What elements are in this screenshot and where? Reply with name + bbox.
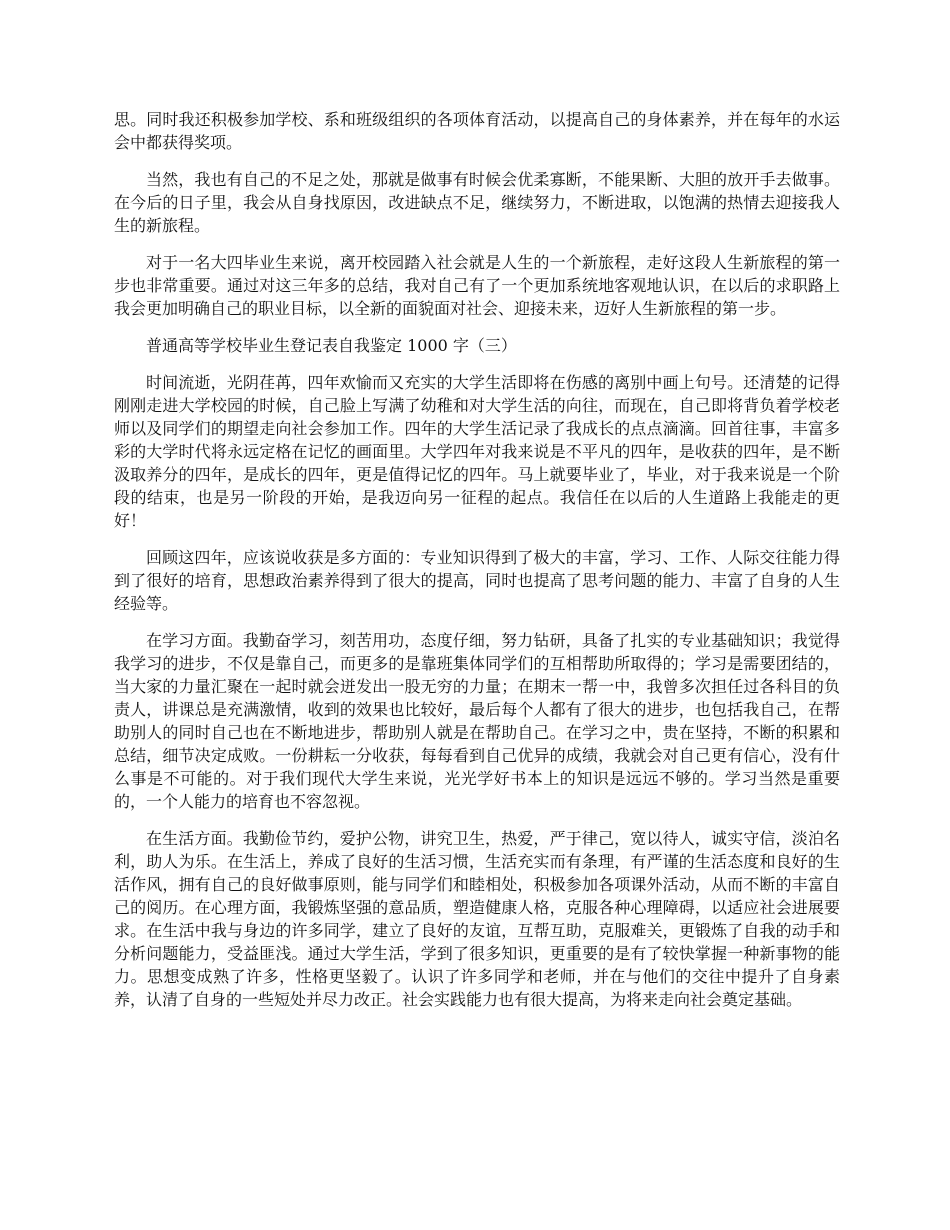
paragraph-study: 在学习方面。我勤奋学习，刻苦用功，态度仔细，努力钻研，具备了扎实的专业基础知识；我觉得我学习的进步，不仅是靠自己，而更多的是靠班集体同学们的互相帮助所取得的；学习是需要团结的，当大家的力量汇聚在一起时就会迸发出一股无穷的力量；在期末一帮一中，我曾多次担任过各科目的负责人，讲课总是充满激情，收到的效果也比较好，最后每个人都有了很大的进步，也包括我自己，在帮助别人的同时自己也在不断地进步，帮助别人就是在帮助自己。在学习之中，贵在坚持，不断的积累和总结，细节决定成败。一份耕耘一分收获，每每看到自己优异的成绩，我就会对自己更有信心，没有什么事是不可能的。对于我们现代大学生来说，光光学好书本上的知识是远远不够的。学习当然是重要的，一个人能力的培育也不容忽视。	[114, 631, 840, 811]
paragraph-review: 回顾这四年，应该说收获是多方面的：专业知识得到了极大的丰富，学习、工作、人际交往能力得到了很好的培育，思想政治素养得到了很大的提高，同时也提高了思考问题的能力、丰富了自身的人生经验等。	[114, 548, 840, 613]
paragraph-life: 在生活方面。我勤俭节约，爱护公物，讲究卫生，热爱，严于律己，宽以待人，诚实守信，淡泊名利，助人为乐。在生活上，养成了良好的生活习惯，生活充实而有条理，有严谨的生活态度和良好的生活作风，拥有自己的良好做事原则，能与同学们和睦相处，积极参加各项课外活动，从而不断的丰富自己的阅历。在心理方面，我锻炼坚强的意品质，塑造健康人格，克服各种心理障碍，以适应社会进展要求。在生活中我与身边的许多同学，建立了良好的友谊，互帮互助，克服难关，更锻炼了自我的动手和分析问题能力，受益匪浅。通过大学生活，学到了很多知识，更重要的是有了较快掌握一种新事物的能力。思想变成熟了许多，性格更坚毅了。认识了许多同学和老师，并在与他们的交往中提升了自身素养，认清了自身的一些短处并尽力改正。社会实践能力也有很大提高，为将来走向社会奠定基础。	[114, 829, 840, 1009]
paragraph-new-journey: 对于一名大四毕业生来说，离开校园踏入社会就是人生的一个新旅程，走好这段人生新旅程的第一步也非常重要。通过对这三年多的总结，我对自己有了一个更加系统地客观地认识，在以后的求职路上我会更加明确自己的职业目标，以全新的面貌面对社会、迎接未来，迈好人生新旅程的第一步。	[114, 253, 840, 318]
document-page	[114, 108, 840, 1025]
paragraph-continued: 思。同时我还积极参加学校、系和班级组织的各项体育活动，以提高自己的身体素养，并在每年的水运会中都获得奖项。	[114, 110, 840, 152]
paragraph-shortcomings: 当然，我也有自己的不足之处，那就是做事有时候会优柔寡断，不能果断、大胆的放开手去做事。在今后的日子里，我会从自身找原因，改进缺点不足，继续努力，不断进取，以饱满的热情去迎接我人生的新旅程。	[114, 170, 840, 235]
paragraph-four-years: 时间流逝，光阴荏苒，四年欢愉而又充实的大学生活即将在伤感的离别中画上句号。还清楚的记得刚刚走进大学校园的时候，自己脸上写满了幼稚和对大学生活的向往，而现在，自己即将背负着学校老师以及同学们的期望走向社会参加工作。四年的大学生活记录了我成长的点点滴滴。回首往事，丰富多彩的大学时代将永远定格在记忆的画面里。大学四年对我来说是不平凡的四年，是收获的四年，是不断汲取养分的四年，是成长的四年，更是值得记忆的四年。马上就要毕业了，毕业，对于我来说是一个阶段的结束，也是另一阶段的开始，是我迈向另一征程的起点。我信任在以后的人生道路上我能走的更好！	[114, 373, 840, 530]
section-heading: 普通高等学校毕业生登记表自我鉴定 1000 字（三）	[146, 336, 517, 355]
